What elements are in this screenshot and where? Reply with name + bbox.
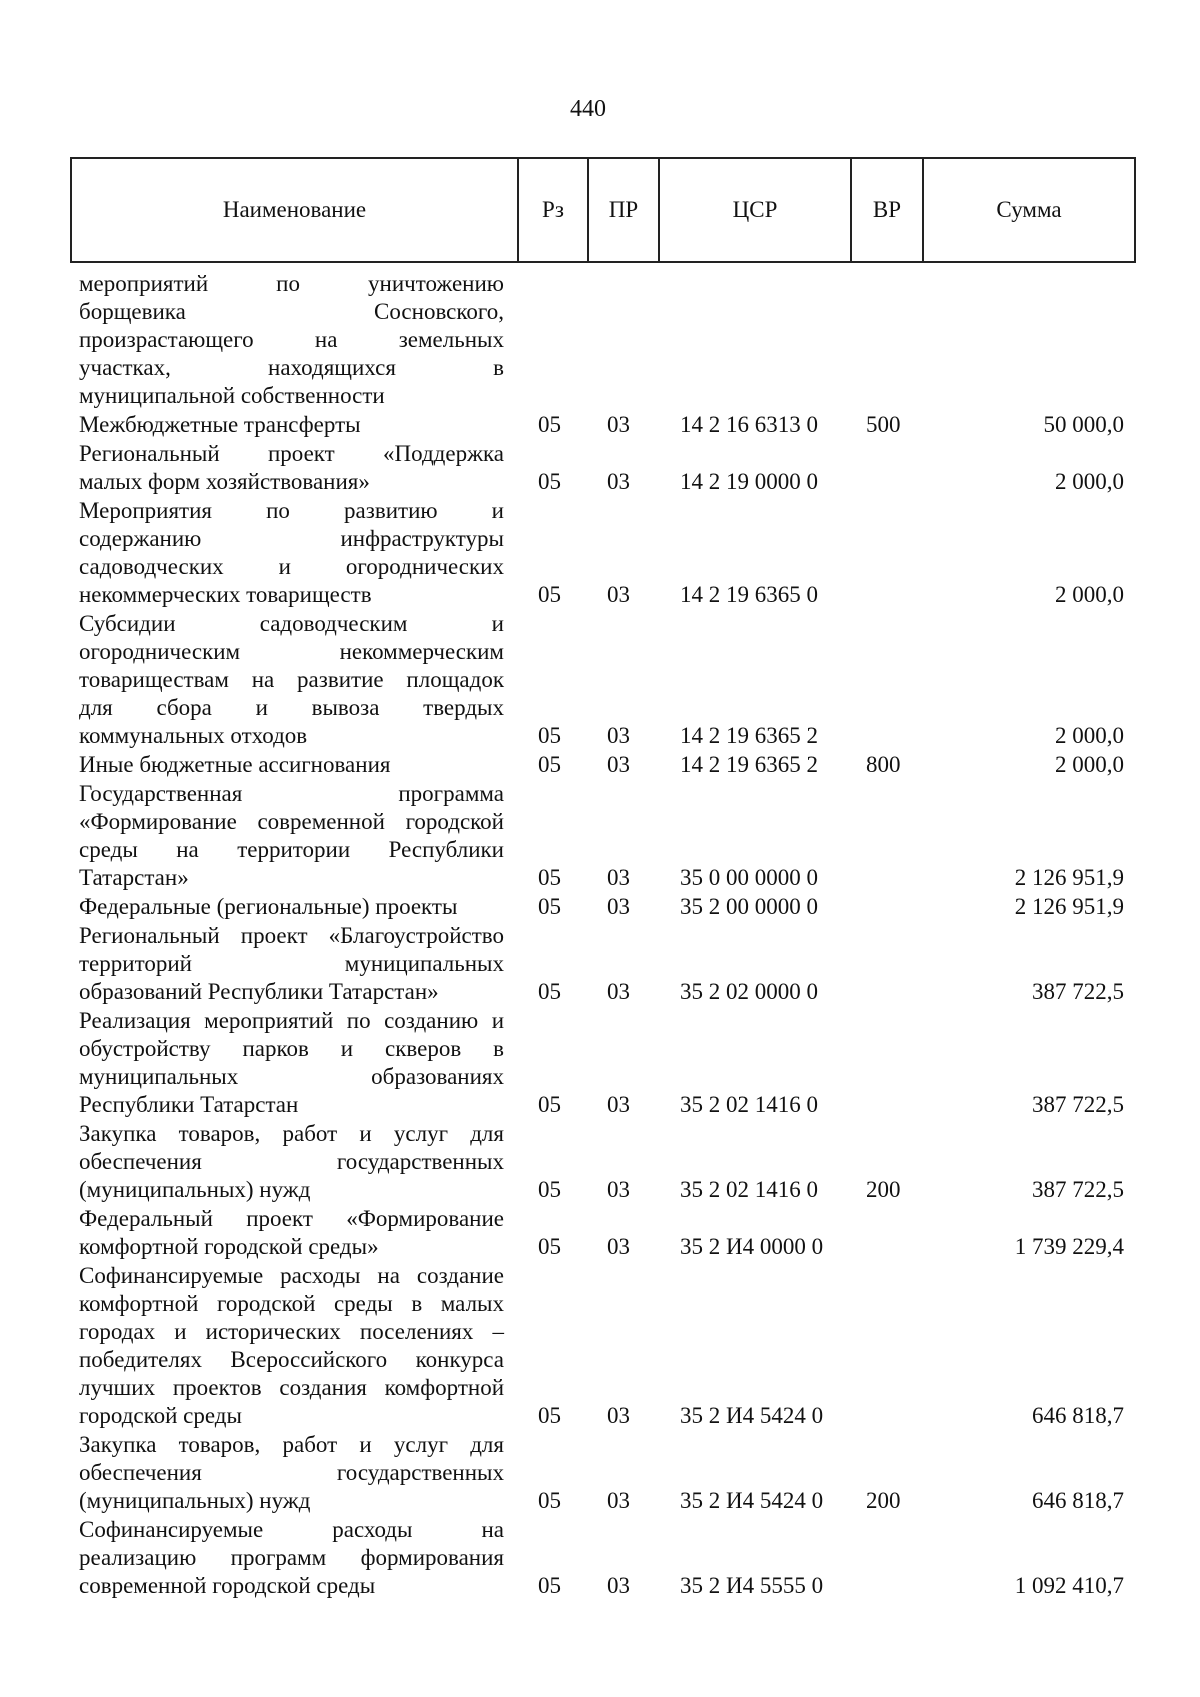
row-sum: 646 818,7 [1032, 1488, 1124, 1513]
row-rz: 05 [538, 723, 561, 748]
row-rz: 05 [538, 582, 561, 607]
row-name-line: некоммерческих товариществ [79, 582, 372, 607]
table-row [0, 893, 1200, 922]
row-sum: 2 000,0 [1055, 469, 1124, 494]
row-name-line: участках, находящихся в [79, 355, 504, 380]
row-name-line: Софинансируемые расходы на [79, 1517, 504, 1542]
row-sum: 2 126 951,9 [1014, 894, 1124, 919]
table-row [0, 1431, 1200, 1516]
row-pr: 03 [607, 469, 630, 494]
row-name-line: городской среды [79, 1403, 242, 1428]
row-rz: 05 [538, 469, 561, 494]
row-pr: 03 [607, 412, 630, 437]
row-name [79, 1205, 504, 1261]
row-name-line: содержанию инфраструктуры [79, 526, 504, 551]
row-sum: 2 000,0 [1055, 752, 1124, 777]
row-rz: 05 [538, 894, 561, 919]
row-name-line: реализацию программ формирования [79, 1545, 504, 1570]
row-name-line: муниципальной собственности [79, 383, 385, 408]
row-sum: 1 739 229,4 [1014, 1234, 1124, 1259]
row-name [79, 922, 504, 1006]
table-row [0, 497, 1200, 610]
row-vr: 200 [866, 1177, 901, 1202]
row-pr: 03 [607, 979, 630, 1004]
row-sum: 387 722,5 [1032, 1092, 1124, 1117]
row-pr: 03 [607, 582, 630, 607]
row-pr: 03 [607, 865, 630, 890]
row-name-line: Закупка товаров, работ и услуг для [79, 1432, 504, 1457]
row-pr: 03 [607, 1403, 630, 1428]
row-name-line: Мероприятия по развитию и [79, 498, 504, 523]
header-name: Наименование [72, 159, 519, 261]
row-name-line: городах и исторических поселениях – [79, 1319, 504, 1344]
row-pr: 03 [607, 1573, 630, 1598]
row-name-line: коммунальных отходов [79, 723, 308, 748]
row-name [79, 411, 504, 439]
row-rz: 05 [538, 1573, 561, 1598]
row-sum: 387 722,5 [1032, 979, 1124, 1004]
row-csr: 14 2 19 6365 2 [680, 752, 818, 777]
row-name-line: лучших проектов создания комфортной [79, 1375, 504, 1400]
row-csr: 14 2 16 6313 0 [680, 412, 818, 437]
row-name-line: Региональный проект «Поддержка [79, 441, 504, 466]
row-sum: 646 818,7 [1032, 1403, 1124, 1428]
row-pr: 03 [607, 1234, 630, 1259]
row-name-line: Закупка товаров, работ и услуг для [79, 1121, 504, 1146]
table-row [0, 751, 1200, 780]
row-name-line: Реализация мероприятий по созданию и [79, 1008, 504, 1033]
row-csr: 35 2 02 0000 0 [680, 979, 818, 1004]
row-name-line: Государственная программа [79, 781, 504, 806]
row-name [79, 780, 504, 892]
row-pr: 03 [607, 723, 630, 748]
row-name [79, 751, 504, 779]
table-row [0, 440, 1200, 497]
row-name [79, 497, 504, 609]
table-row [0, 1120, 1200, 1205]
row-name-line: Иные бюджетные ассигнования [79, 752, 391, 777]
row-name-line: обеспечения государственных [79, 1149, 504, 1174]
row-name-line: Федеральные (региональные) проекты [79, 894, 458, 919]
row-name-line: Межбюджетные трансферты [79, 412, 361, 437]
row-name [79, 1516, 504, 1600]
table-row [0, 411, 1200, 440]
table-row [0, 610, 1200, 751]
row-name-line: победителях Всероссийского конкурса [79, 1347, 504, 1372]
row-vr: 500 [866, 412, 901, 437]
row-name [79, 1262, 504, 1430]
row-pr: 03 [607, 894, 630, 919]
row-csr: 35 2 02 1416 0 [680, 1177, 818, 1202]
row-csr: 35 2 И4 0000 0 [680, 1234, 824, 1259]
row-sum: 50 000,0 [1043, 412, 1124, 437]
row-name-line: (муниципальных) нужд [79, 1177, 311, 1202]
row-sum: 1 092 410,7 [1014, 1573, 1124, 1598]
row-name-line: территорий муниципальных [79, 951, 504, 976]
header-rz: Рз [519, 159, 589, 261]
header-sum: Сумма [996, 197, 1062, 222]
table-row [0, 1007, 1200, 1120]
row-name-line: мероприятий по уничтожению [79, 271, 504, 296]
header-pr: ПР [589, 159, 660, 261]
row-name-line: садоводческих и огороднических [79, 554, 504, 579]
row-name-line: современной городской среды [79, 1573, 376, 1598]
table-row [0, 1205, 1200, 1262]
row-pr: 03 [607, 1488, 630, 1513]
row-name [79, 1120, 504, 1204]
row-name-line: борщевика Сосновского, [79, 299, 504, 324]
row-name-line: Софинансируемые расходы на создание [79, 1263, 504, 1288]
table-header [70, 157, 1136, 263]
row-rz: 05 [538, 1177, 561, 1202]
table-row [0, 270, 1200, 411]
row-name [79, 610, 504, 750]
row-csr: 35 2 00 0000 0 [680, 894, 818, 919]
row-name-line: Федеральный проект «Формирование [79, 1206, 504, 1231]
row-name [79, 440, 504, 496]
row-pr: 03 [607, 752, 630, 777]
row-rz: 05 [538, 1488, 561, 1513]
table-row [0, 922, 1200, 1007]
row-csr: 35 2 И4 5424 0 [680, 1403, 824, 1428]
row-name-line: комфортной городской среды» [79, 1234, 379, 1259]
table-row [0, 780, 1200, 893]
row-name-line: произрастающего на земельных [79, 327, 504, 352]
page-number: 440 [570, 96, 606, 122]
row-name-line: (муниципальных) нужд [79, 1488, 311, 1513]
row-name-line: «Формирование современной городской [79, 809, 504, 834]
row-sum: 2 000,0 [1055, 582, 1124, 607]
row-pr: 03 [607, 1177, 630, 1202]
row-name-line: Татарстан» [79, 865, 189, 890]
row-name-line: для сбора и вывоза твердых [79, 695, 504, 720]
row-name [79, 270, 504, 410]
row-sum: 387 722,5 [1032, 1177, 1124, 1202]
row-rz: 05 [538, 412, 561, 437]
row-csr: 35 2 И4 5424 0 [680, 1488, 824, 1513]
row-vr: 200 [866, 1488, 901, 1513]
row-name-line: товариществам на развитие площадок [79, 667, 504, 692]
row-name-line: обустройству парков и скверов в [79, 1036, 504, 1061]
row-name-line: обеспечения государственных [79, 1460, 504, 1485]
row-pr: 03 [607, 1092, 630, 1117]
row-rz: 05 [538, 752, 561, 777]
table-row [0, 1516, 1200, 1601]
row-sum: 2 000,0 [1055, 723, 1124, 748]
row-vr: 800 [866, 752, 901, 777]
table-body [0, 270, 1200, 1601]
row-rz: 05 [538, 1403, 561, 1428]
row-csr: 14 2 19 6365 2 [680, 723, 818, 748]
row-name-line: огородническим некоммерческим [79, 639, 504, 664]
row-name [79, 893, 504, 921]
row-name-line: комфортной городской среды в малых [79, 1291, 504, 1316]
row-csr: 35 0 00 0000 0 [680, 865, 818, 890]
row-csr: 35 2 И4 5555 0 [680, 1573, 824, 1598]
header-csr: ЦСР [660, 159, 852, 261]
row-csr: 14 2 19 0000 0 [680, 469, 818, 494]
row-rz: 05 [538, 865, 561, 890]
row-name-line: среды на территории Республики [79, 837, 504, 862]
header-vr: ВР [852, 159, 924, 261]
row-sum: 2 126 951,9 [1014, 865, 1124, 890]
row-csr: 14 2 19 6365 0 [680, 582, 818, 607]
row-name-line: муниципальных образованиях [79, 1064, 504, 1089]
row-name-line: образований Республики Татарстан» [79, 979, 439, 1004]
row-name-line: Субсидии садоводческим и [79, 611, 504, 636]
row-rz: 05 [538, 1234, 561, 1259]
row-rz: 05 [538, 1092, 561, 1117]
row-name-line: Республики Татарстан [79, 1092, 299, 1117]
row-name [79, 1431, 504, 1515]
row-name [79, 1007, 504, 1119]
row-rz: 05 [538, 979, 561, 1004]
row-name-line: Региональный проект «Благоустройство [79, 923, 504, 948]
table-row [0, 1262, 1200, 1431]
row-name-line: малых форм хозяйствования» [79, 469, 370, 494]
row-csr: 35 2 02 1416 0 [680, 1092, 818, 1117]
